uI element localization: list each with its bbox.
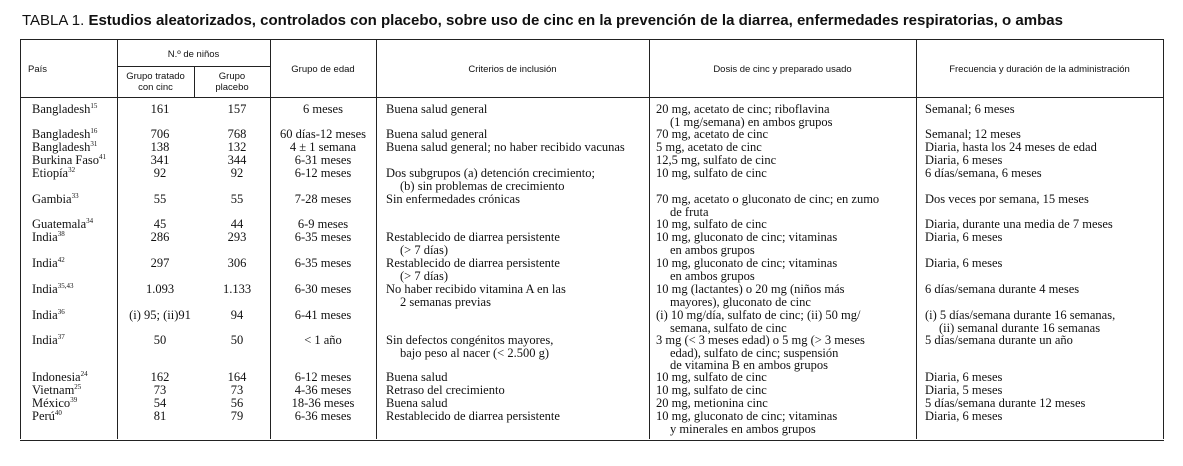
cell-criteria [386,103,648,116]
cell-criteria [386,334,648,359]
cell-frequency [925,167,1161,180]
cell-frequency [925,371,1161,384]
cell-country [32,410,116,423]
cell-criteria-line: Buena salud [386,396,448,410]
country-name: Indonesia [32,370,81,384]
cell-placebo-count: 73 [230,383,244,397]
cell-placebo-count: 157 [227,102,247,116]
cell-dose [656,371,914,384]
cell-country [32,384,116,397]
cell-country [32,141,116,154]
reference-number: 40 [54,409,62,417]
header-grupo-placebo-line1: Grupo [218,71,246,82]
reference-number: 33 [71,192,79,200]
cell-frequency-line: Diaria, 6 meses [925,409,1003,423]
cell-frequency [925,218,1161,231]
cell-frequency [925,410,1161,423]
cell-frequency-line: Diaria, 5 meses [925,383,1003,397]
cell-age-group: 4 ± 1 semana [289,140,357,154]
cell-dose [656,128,914,141]
cell-age-group: 6-30 meses [294,282,352,296]
cell-dose-line: 5 mg, acetato de cinc [656,140,762,154]
cell-dose [656,309,914,334]
reference-number: 15 [90,102,98,110]
cell-dose [656,154,914,167]
cell-country [32,309,116,322]
cell-criteria-line: Buena salud [386,370,448,384]
table-border-right [1163,39,1164,439]
cell-age-group: 6-31 meses [294,153,352,167]
cell-dose-line: 10 mg, sulfato de cinc [656,166,767,180]
cell-country [32,154,116,167]
reference-number: 31 [90,140,98,148]
cell-dose-line: (i) 10 mg/día, sulfato de cinc; (ii) 50 mg/ [656,308,861,322]
reference-number: 39 [70,396,78,404]
cell-dose-line: 3 mg (< 3 meses edad) o 5 mg (> 3 meses [656,333,865,347]
cell-criteria [386,410,648,423]
cell-frequency-line: Diaria, 6 meses [925,230,1003,244]
country-name: Perú [32,409,55,423]
cell-age-group: 6 meses [303,102,343,116]
reference-number: 35,43 [57,282,74,290]
header-dosis: Dosis de cinc y preparado usado [713,64,852,75]
country-name: India [32,333,58,347]
cell-treated-count: 1.093 [145,282,175,296]
cell-criteria-line: No haber recibido vitamina A en las [386,282,566,296]
country-name: Bangladesh [32,140,91,154]
cell-frequency-line: Semanal; 12 meses [925,127,1021,141]
cell-country [32,218,116,231]
cell-treated-count: 54 [153,396,167,410]
column-divider [916,39,917,439]
header-pais: País [28,64,48,75]
country-name: India [32,308,58,322]
cell-dose-line: semana, sulfato de cinc [670,320,787,335]
cell-age-group: 7-28 meses [294,192,352,206]
cell-frequency [925,283,1161,296]
cell-placebo-count: 56 [230,396,244,410]
cell-dose [656,384,914,397]
cell-placebo-count: 55 [230,192,244,206]
cell-frequency [925,384,1161,397]
cell-frequency [925,193,1161,206]
cell-dose [656,410,914,435]
cell-criteria-line: Buena salud general [386,102,488,116]
cell-dose [656,167,914,180]
cell-dose-line: en ambos grupos [670,242,755,257]
header-grupo-placebo [194,71,270,93]
cell-frequency-line: Dos veces por semana, 15 meses [925,192,1089,206]
cell-criteria-line: (> 7 días) [400,242,449,257]
cell-treated-count: 45 [153,217,167,231]
reference-number: 25 [74,383,82,391]
cell-criteria [386,283,648,308]
cell-frequency [925,309,1161,334]
table-title [22,12,1063,29]
reference-number: 42 [57,256,65,264]
cell-criteria [386,128,648,141]
cell-dose-line: y minerales en ambos grupos [670,421,816,436]
cell-placebo-count: 94 [230,308,244,322]
cell-frequency [925,141,1161,154]
cell-treated-count: 55 [153,192,167,206]
reference-number: 36 [57,308,65,316]
cell-criteria-line: Buena salud general [386,127,488,141]
column-divider [376,39,377,439]
cell-treated-count: 73 [153,383,167,397]
country-name: Burkina Faso [32,153,100,167]
cell-criteria-line: Buena salud general; no haber recibido vacunas [386,140,625,154]
cell-dose-line: de vitamina B en ambos grupos [670,358,828,372]
cell-dose [656,218,914,231]
cell-dose-line: 20 mg, acetato de cinc; riboflavina [656,102,830,116]
cell-dose-line: 20 mg, metionina cinc [656,396,768,410]
reference-number: 38 [57,230,65,238]
cell-placebo-count: 132 [227,140,247,154]
cell-placebo-count: 1.133 [222,282,252,296]
cell-age-group: 4-36 meses [294,383,352,397]
cell-country [32,371,116,384]
cell-country [32,103,116,116]
reference-number: 37 [57,333,65,341]
country-name: Guatemala [32,217,87,231]
cell-frequency [925,231,1161,244]
header-grupo-tratado-line1: Grupo tratado [126,71,185,82]
country-name: India [32,230,58,244]
cell-dose-line: (1 mg/semana) en ambos grupos [670,114,833,129]
header-grupo-placebo-line2: placebo [215,82,249,93]
cell-dose-line: 10 mg, gluconato de cinc; vitaminas [656,409,838,423]
cell-frequency [925,128,1161,141]
reference-number: 34 [86,217,94,225]
cell-placebo-count: 293 [227,230,247,244]
cell-dose [656,193,914,218]
cell-frequency-line: 5 días/semana durante un año [925,333,1073,347]
cell-country [32,231,116,244]
cell-dose [656,231,914,256]
cell-dose-line: 10 mg, gluconato de cinc; vitaminas [656,256,838,270]
cell-treated-count: 297 [150,256,170,270]
cell-criteria-line: Restablecido de diarrea persistente [386,256,560,270]
reference-number: 16 [90,127,98,135]
column-divider [649,39,650,439]
header-ninos: N.º de niños [167,49,220,60]
cell-placebo-count: 50 [230,333,244,347]
cell-frequency-line: Diaria, durante una media de 7 meses [925,217,1113,231]
cell-dose [656,397,914,410]
cell-frequency-line: 6 días/semana durante 4 meses [925,282,1080,296]
cell-dose-line: 10 mg, sulfato de cinc [656,217,767,231]
cell-frequency-line: (i) 5 días/semana durante 16 semanas, [925,308,1116,322]
country-name: Etiopía [32,166,69,180]
header-criterios: Criterios de inclusión [468,64,557,75]
cell-criteria [386,141,648,154]
country-name: India [32,256,58,270]
cell-dose-line: mayores), gluconato de cinc [670,294,811,309]
cell-frequency [925,334,1161,347]
cell-treated-count: 50 [153,333,167,347]
cell-age-group: < 1 año [304,333,342,347]
cell-placebo-count: 164 [227,370,247,384]
cell-dose-line: edad), sulfato de cinc; suspensión [670,345,839,360]
cell-criteria-line: Restablecido de diarrea persistente [386,230,560,244]
header-frecuencia: Frecuencia y duración de la administración [949,64,1130,75]
cell-criteria [386,193,648,206]
table-border-left [20,39,21,439]
cell-age-group: 6-12 meses [294,370,352,384]
cell-criteria-line: Sin defectos congénitos mayores, [386,333,554,347]
cell-age-group: 6-35 meses [294,256,352,270]
cell-dose-line: 10 mg, gluconato de cinc; vitaminas [656,230,838,244]
header-grupo-tratado [117,71,194,93]
cell-frequency-line: (ii) semanal durante 16 semanas [939,320,1101,335]
cell-frequency [925,257,1161,270]
cell-frequency-line: 5 días/semana durante 12 meses [925,396,1086,410]
cell-dose-line: 10 mg, sulfato de cinc [656,383,767,397]
cell-placebo-count: 344 [227,153,247,167]
country-name: Gambia [32,192,72,206]
cell-treated-count: 286 [150,230,170,244]
cell-age-group: 6-41 meses [294,308,352,322]
country-name: Vietnam [32,383,75,397]
cell-treated-count: 162 [150,370,170,384]
cell-criteria [386,257,648,282]
cell-frequency-line: Diaria, 6 meses [925,153,1003,167]
cell-placebo-count: 79 [230,409,244,423]
cell-country [32,257,116,270]
cell-frequency-line: Diaria, 6 meses [925,370,1003,384]
cell-treated-count: 706 [150,127,170,141]
cell-age-group: 6-9 meses [297,217,349,231]
cell-frequency [925,103,1161,116]
cell-placebo-count: 92 [230,166,244,180]
country-name: México [32,396,71,410]
cell-age-group: 6-12 meses [294,166,352,180]
cell-country [32,283,116,296]
country-name: India [32,282,58,296]
cell-criteria-line: (> 7 días) [400,268,449,283]
cell-country [32,167,116,180]
header-bottom-rule [20,97,1164,98]
country-name: Bangladesh [32,127,91,141]
cell-criteria-line: bajo peso al nacer (< 2.500 g) [400,345,550,360]
cell-criteria-line: Sin enfermedades crónicas [386,192,520,206]
cell-criteria-line: (b) sin problemas de crecimiento [400,178,565,193]
cell-dose [656,141,914,154]
cell-treated-count: 138 [150,140,170,154]
cell-criteria [386,167,648,192]
cell-criteria-line: Retraso del crecimiento [386,383,505,397]
cell-treated-count: (i) 95; (ii)91 [129,308,191,322]
cell-dose-line: 10 mg (lactantes) o 20 mg (niños más [656,282,845,296]
cell-country [32,397,116,410]
cell-placebo-count: 306 [227,256,247,270]
cell-criteria [386,384,648,397]
reference-number: 41 [99,153,107,161]
cell-age-group: 18-36 meses [291,396,355,410]
cell-dose [656,283,914,308]
cell-criteria [386,231,648,256]
cell-criteria [386,371,648,384]
cell-dose-line: 70 mg, acetato de cinc [656,127,769,141]
cell-country [32,334,116,347]
cell-frequency-line: Semanal; 6 meses [925,102,1015,116]
cell-dose-line: 10 mg, sulfato de cinc [656,370,767,384]
cell-age-group: 60 días-12 meses [279,127,367,141]
cell-country [32,128,116,141]
cell-dose [656,334,914,372]
cell-dose-line: de fruta [670,204,709,219]
header-grupo-edad: Grupo de edad [291,64,355,75]
cell-dose [656,257,914,282]
cell-frequency [925,397,1161,410]
cell-country [32,193,116,206]
cell-criteria-line: Dos subgrupos (a) detención crecimiento; [386,166,595,180]
header-grupo-tratado-line2: con cinc [138,82,173,93]
country-name: Bangladesh [32,102,91,116]
table-title-text: Estudios aleatorizados, controlados con placebo, sobre uso de cinc en la prevención de la diarrea, enfermedades respiratorias, o ambas [88,12,1063,29]
cell-placebo-count: 44 [230,217,244,231]
cell-frequency [925,154,1161,167]
table-title-prefix: TABLA 1. [22,12,85,29]
cell-age-group: 6-35 meses [294,230,352,244]
cell-criteria-line: 2 semanas previas [400,294,491,309]
cell-dose-line: 12,5 mg, sulfato de cinc [656,153,777,167]
cell-criteria-line: Restablecido de diarrea persistente [386,409,560,423]
cell-dose-line: 70 mg, acetato o gluconato de cinc; en zumo [656,192,880,206]
cell-frequency-line: Diaria, hasta los 24 meses de edad [925,140,1097,154]
cell-dose-line: en ambos grupos [670,268,755,283]
cell-age-group: 6-36 meses [294,409,352,423]
cell-frequency-line: 6 días/semana, 6 meses [925,166,1042,180]
cell-dose [656,103,914,128]
cell-treated-count: 341 [150,153,170,167]
reference-number: 24 [80,370,88,378]
reference-number: 32 [68,166,76,174]
cell-criteria [386,397,648,410]
group-header-rule [117,66,270,67]
cell-treated-count: 92 [153,166,167,180]
cell-treated-count: 81 [153,409,167,423]
cell-treated-count: 161 [150,102,170,116]
cell-placebo-count: 768 [227,127,247,141]
cell-frequency-line: Diaria, 6 meses [925,256,1003,270]
